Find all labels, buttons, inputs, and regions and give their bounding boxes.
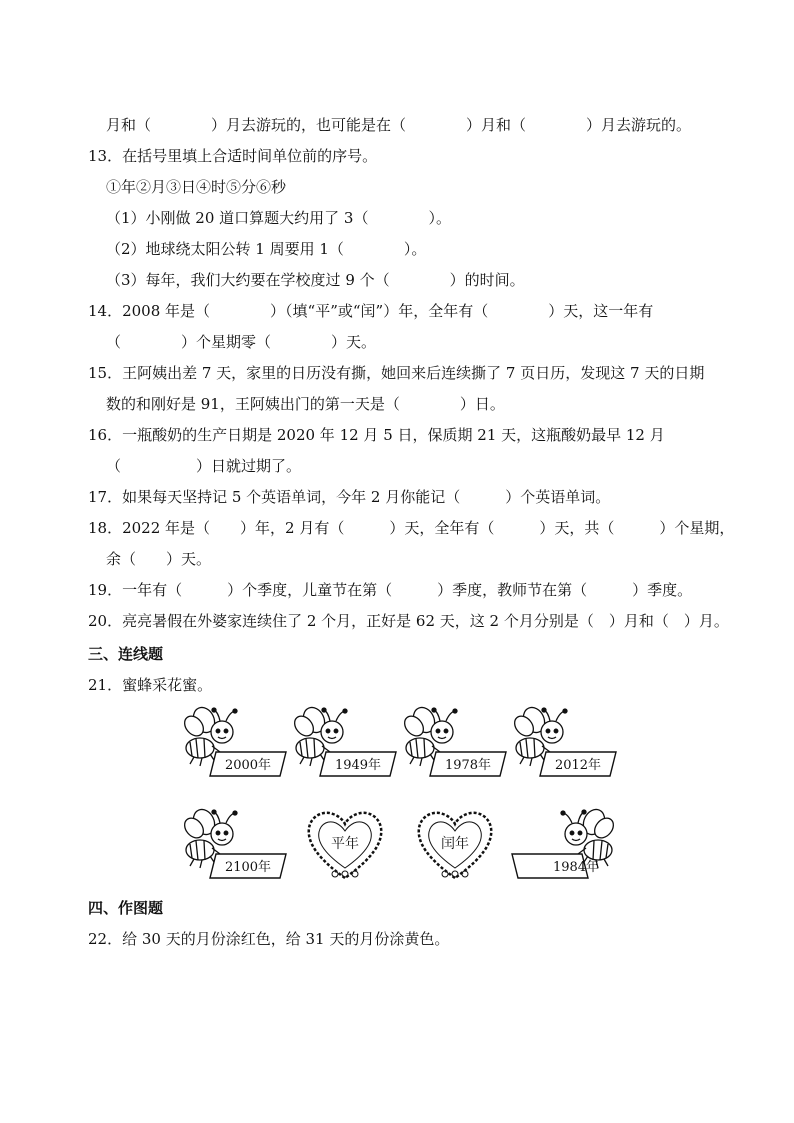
q13-part3: （3）每年，我们大约要在学校度过 9 个（ ）的时间。 (106, 271, 525, 289)
q13-part2: （2）地球绕太阳公转 1 周要用 1（ ）。 (106, 240, 427, 258)
q21-title: 21．蜜蜂采花蜜。 (88, 676, 213, 694)
bee-year-1978年[interactable] (400, 702, 510, 782)
heart-label: 平年 (331, 836, 359, 852)
q12-continuation: 月和（ ）月去游玩的，也可能是在（ ）月和（ ）月去游玩的。 (106, 116, 692, 134)
q15-line2: 数的和刚好是 91，王阿姨出门的第一天是（ ）日。 (106, 395, 505, 413)
year-label: 2100年 (224, 860, 272, 875)
year-label: 2000年 (224, 758, 272, 773)
q15-line1: 15．王阿姨出差 7 天，家里的日历没有撕，她回来后连续撕了 7 页日历，发现这 7 天的日期 (88, 364, 705, 382)
q13-part1: （1）小刚做 20 道口算题大约用了 3（ ）。 (106, 209, 451, 227)
q18-line2: 余（ ）天。 (106, 550, 212, 568)
bee-year-1984年[interactable] (508, 804, 618, 884)
q22: 22．给 30 天的月份涂红色，给 31 天的月份涂黄色。 (88, 930, 450, 948)
heart-label: 闰年 (441, 836, 469, 852)
q20: 20．亮亮暑假在外婆家连续住了 2 个月，正好是 62 天，这 2 个月分别是（ ）月和（ ）月。 (88, 612, 729, 630)
q18-line1: 18．2022 年是（ ）年，2 月有（ ）天，全年有（ ）天，共（ ）个星期， (88, 519, 735, 537)
section-3-heading: 三、连线题 (88, 645, 164, 663)
bee-year-2100年[interactable] (180, 804, 290, 884)
q14-line2: （ ）个星期零（ ）天。 (106, 333, 377, 351)
q16-line2: （ ）日就过期了。 (106, 457, 302, 475)
q13-title: 13．在括号里填上合适时间单位前的序号。 (88, 147, 378, 165)
bee-year-1949年[interactable] (290, 702, 400, 782)
bee-year-2012年[interactable] (510, 702, 620, 782)
q14-line1: 14．2008 年是（ ）（填“平”或“闰”）年，全年有（ ）天，这一年有 (88, 302, 654, 320)
q19: 19．一年有（ ）个季度，儿童节在第（ ）季度，教师节在第（ ）季度。 (88, 581, 693, 599)
q16-line1: 16．一瓶酸奶的生产日期是 2020 年 12 月 5 日，保质期 21 天，这瓶酸奶最早 12 月 (88, 426, 665, 444)
q17: 17．如果每天坚持记 5 个英语单词，今年 2 月你能记（ ）个英语单词。 (88, 488, 611, 506)
bee-year-2000年[interactable] (180, 702, 290, 782)
year-label: 2012年 (554, 758, 602, 773)
year-label: 1949年 (334, 758, 382, 773)
heart-leap-year[interactable] (415, 810, 495, 882)
q13-options: ①年②月③日④时⑤分⑥秒 (106, 178, 287, 196)
year-label: 1978年 (444, 758, 492, 773)
year-label: 1984年 (552, 860, 600, 875)
section-4-heading: 四、作图题 (88, 899, 164, 917)
heart-ordinary-year[interactable] (305, 810, 385, 882)
